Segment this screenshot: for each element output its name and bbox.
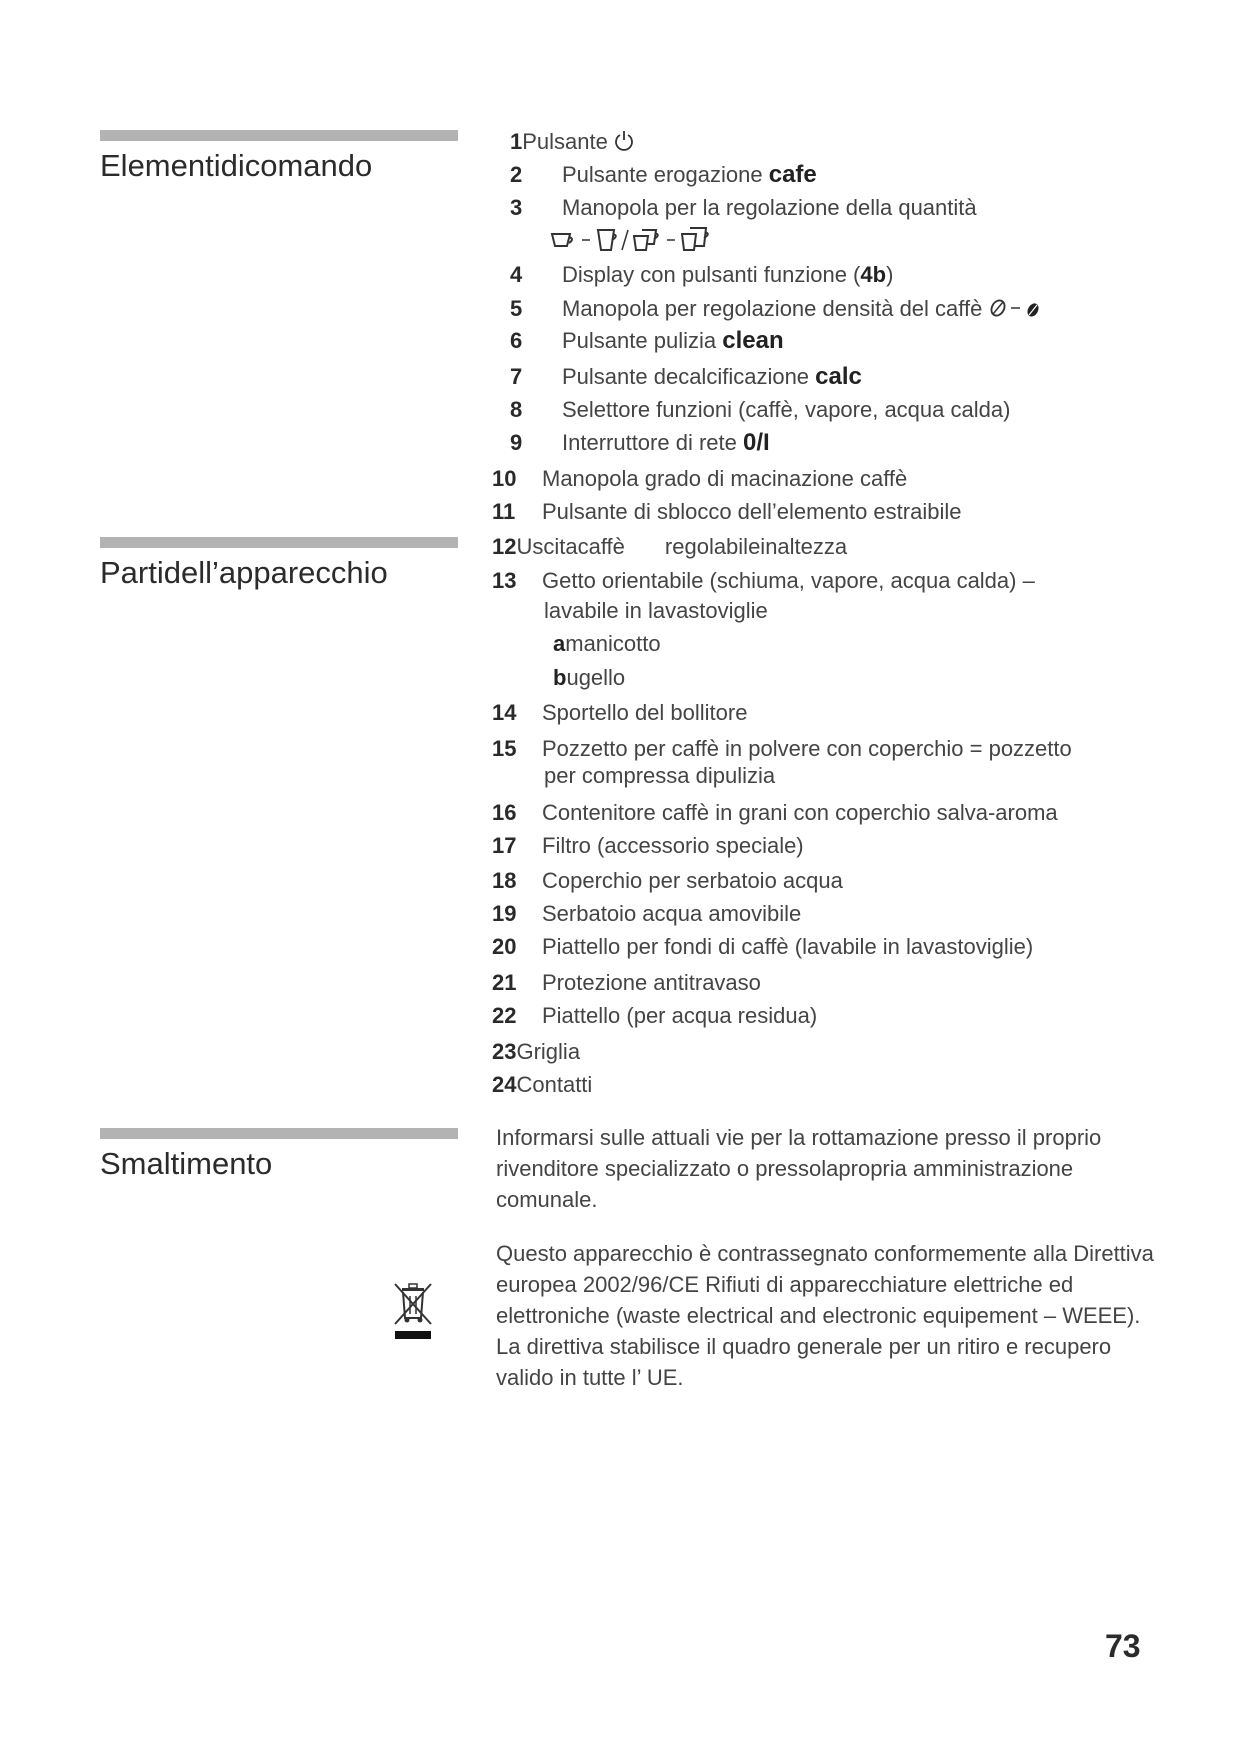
item-number: 15 (492, 736, 517, 761)
item-number: 3 (510, 195, 523, 220)
item-label-cont: regolabileinaltezza (664, 534, 848, 559)
sub-item-b (553, 665, 625, 691)
section-title-disposal: Smaltimento (100, 1146, 273, 1181)
item-label: Protezione antitravaso (542, 970, 761, 995)
item-number: 10 (492, 466, 517, 491)
sub-label: ugello (566, 665, 626, 690)
sub-label: manicotto (565, 631, 661, 656)
page-number: 73 (1105, 1628, 1141, 1664)
item-label: Filtro (accessorio speciale) (542, 833, 804, 858)
item-label: Coperchio per serbatoio acqua (542, 868, 843, 893)
sub-letter: b (553, 665, 567, 690)
item-number: 11 (492, 499, 516, 524)
list-item-continuation: lavabile in lavastoviglie (544, 598, 768, 623)
list-item (492, 934, 1033, 960)
disposal-paragraph-2: Questo apparecchio è contrassegnato conformemente alla Direttiva europea 2002/96/CE Rifiuti di apparecchiature elettriche ed elettroniche (waste electrical and electronic equipement – WEEE). La direttiva stabilisce il quadro generale per un ritiro e recupero valido in tutte l’ UE. (496, 1241, 1154, 1390)
list-item (492, 970, 761, 996)
keyword-cafe: cafe (768, 161, 817, 188)
item-label: Serbatoio acqua amovibile (542, 901, 802, 926)
cup-icons-row (550, 226, 740, 259)
item-number: 1 (510, 129, 523, 154)
list-item (510, 328, 784, 354)
list-item (510, 397, 1010, 423)
weee-bin-icon (392, 1282, 434, 1340)
cup-quantity-icon (550, 226, 740, 254)
item-label: Manopola per regolazione densità del caffè (562, 296, 983, 321)
item-number: 22 (492, 1003, 517, 1028)
item-label: Sportello del bollitore (542, 700, 748, 725)
list-item (510, 162, 817, 188)
list-item (510, 364, 862, 390)
section-title-parts: Partidell’apparecchio (100, 555, 388, 590)
list-item (492, 568, 1035, 594)
item-label: Griglia (516, 1039, 581, 1064)
item-label: Display con pulsanti funzione ( (562, 262, 861, 287)
item-label: Piattello per fondi di caffè (lavabile in lavastoviglie) (542, 934, 1034, 959)
item-number: 24 (492, 1072, 517, 1097)
item-label: Getto orientabile (schiuma, vapore, acqua calda) – (542, 568, 1035, 593)
item-number: 8 (510, 397, 523, 422)
sub-item-a (553, 631, 661, 657)
item-number: 5 (510, 296, 523, 321)
item-label: Manopola per la regolazione della quantità (562, 195, 977, 220)
item-number: 6 (510, 328, 523, 353)
keyword-clean: clean (722, 327, 784, 354)
list-item (492, 1072, 592, 1098)
list-item (492, 499, 961, 525)
list-item (492, 534, 847, 560)
item-number: 16 (492, 800, 517, 825)
list-item (492, 800, 1058, 826)
keyword-power-switch: 0/I (743, 429, 770, 456)
list-item (510, 195, 977, 221)
list-item (492, 833, 804, 859)
list-item-continuation: per compressa dipulizia (544, 763, 776, 788)
list-item (492, 736, 1072, 762)
item-label: Contenitore caffè in grani con coperchio salva-aroma (542, 800, 1058, 825)
list-item (510, 262, 893, 288)
keyword-calc: calc (815, 363, 862, 390)
item-label: Pulsante (522, 129, 608, 154)
item-label: Pulsante pulizia (562, 328, 717, 353)
list-item (492, 901, 801, 927)
item-number: 7 (510, 364, 523, 389)
keyword-4b: 4b (860, 262, 887, 287)
item-label: Piattello (per acqua residua) (542, 1003, 818, 1028)
section-title-controls: Elementidicomando (100, 148, 373, 183)
list-item (510, 430, 770, 456)
item-label: Manopola grado di macinazione caffè (542, 466, 908, 491)
list-item (492, 700, 747, 726)
section-divider (100, 130, 458, 141)
item-label-end: ) (886, 262, 894, 287)
item-label: Pulsante erogazione (562, 162, 763, 187)
item-number: 4 (510, 262, 523, 287)
item-number: 14 (492, 700, 517, 725)
section-divider (100, 1128, 458, 1139)
list-item (492, 466, 907, 492)
item-number: 23 (492, 1039, 517, 1064)
list-item (510, 129, 634, 155)
item-number: 9 (510, 430, 523, 455)
disposal-paragraph-1: Informarsi sulle attuali vie per la rottamazione presso il proprio rivenditore specializzato o pressolapropria amministrazione comunale. (496, 1125, 1102, 1212)
item-number: 2 (510, 162, 523, 187)
item-label: Pulsante decalcificazione (562, 364, 810, 389)
list-item (492, 1003, 817, 1029)
power-icon (614, 130, 634, 152)
section-divider (100, 537, 458, 548)
item-number: 18 (492, 868, 517, 893)
list-item (510, 295, 1046, 322)
item-label: Pozzetto per caffè in polvere con coperchio = pozzetto (542, 736, 1072, 761)
item-number: 13 (492, 568, 517, 593)
sub-letter: a (553, 631, 566, 656)
list-item (492, 868, 843, 894)
list-item (492, 1039, 580, 1065)
coffee-strength-icon (988, 295, 1046, 319)
item-number: 17 (492, 833, 517, 858)
item-label: Selettore funzioni (caffè, vapore, acqua calda) (562, 397, 1011, 422)
item-label: Interruttore di rete (562, 430, 737, 455)
item-number: 12 (492, 534, 517, 559)
item-label: Uscitacaffè (516, 534, 625, 559)
item-number: 19 (492, 901, 517, 926)
item-number: 20 (492, 934, 517, 959)
item-number: 21 (492, 970, 517, 995)
item-label: Pulsante di sblocco dell’elemento estraibile (542, 499, 962, 524)
item-label: Contatti (516, 1072, 593, 1097)
